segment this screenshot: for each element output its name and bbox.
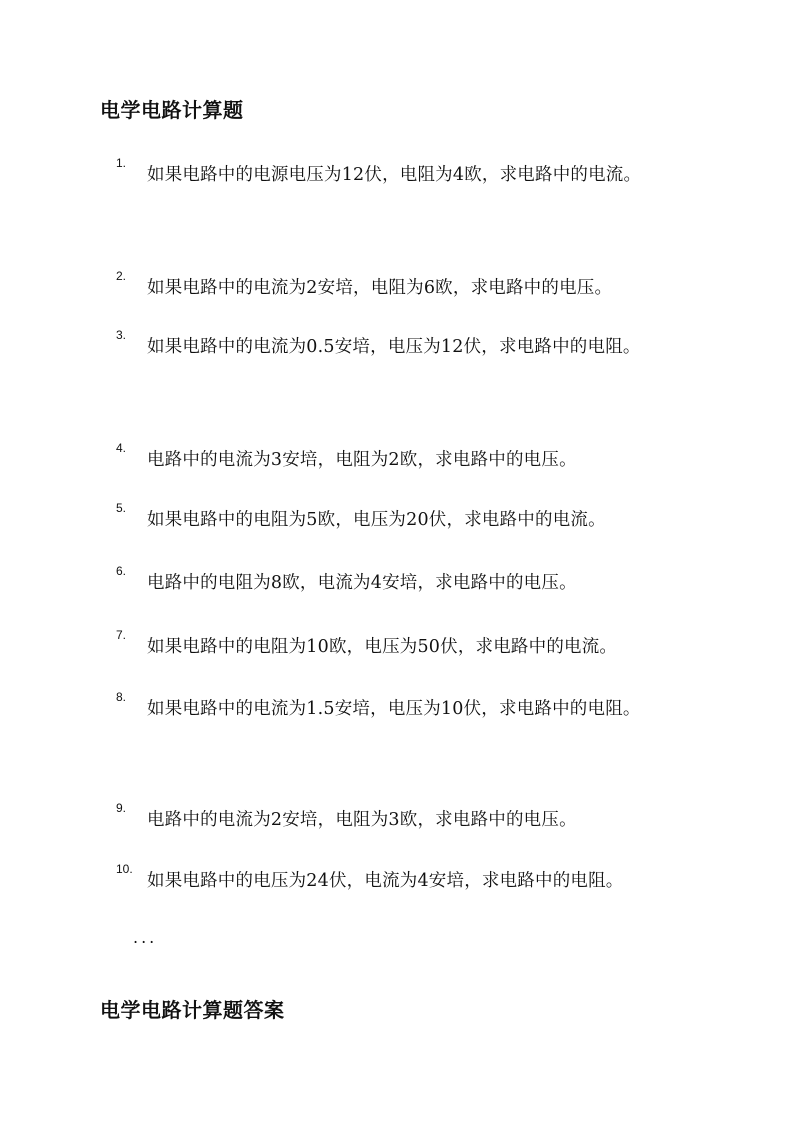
answers-title: 电学电路计算题答案 — [100, 998, 285, 1022]
question-number: 8. — [116, 690, 127, 704]
question-number: 2. — [116, 269, 127, 283]
question-text: 如果电路中的电源电压为12伏，电阻为4欧，求电路中的电流。 — [147, 165, 642, 185]
question-number: 9. — [116, 801, 127, 815]
question-text: 如果电路中的电压为24伏，电流为4安培，求电路中的电阻。 — [147, 871, 624, 891]
question-number: 10. — [116, 862, 133, 876]
question-item-1 — [0, 146, 800, 206]
question-text: 如果电路中的电阻为10欧，电压为50伏，求电路中的电流。 — [147, 637, 618, 657]
question-number: 4. — [116, 441, 127, 455]
question-text: 电路中的电流为2安培，电阻为3欧，求电路中的电压。 — [147, 810, 577, 830]
question-number: 1. — [116, 156, 127, 170]
question-item-2 — [0, 259, 800, 319]
question-item-6 — [0, 554, 800, 614]
question-item-4 — [0, 431, 800, 491]
question-item-10 — [0, 852, 800, 912]
question-text: 电路中的电流为3安培，电阻为2欧，求电路中的电压。 — [147, 450, 577, 470]
question-text: 电路中的电阻为8欧，电流为4安培，求电路中的电压。 — [147, 573, 577, 593]
question-number: 3. — [116, 328, 127, 342]
question-item-8 — [0, 680, 800, 740]
question-number: 6. — [116, 564, 127, 578]
question-text: 如果电路中的电流为0.5安培，电压为12伏，求电路中的电阻。 — [147, 337, 641, 357]
question-text: 如果电路中的电流为1.5安培，电压为10伏，求电路中的电阻。 — [147, 699, 641, 719]
question-number: 7. — [116, 628, 127, 642]
question-text: 如果电路中的电流为2安培，电阻为6欧，求电路中的电压。 — [147, 278, 613, 298]
question-item-7 — [0, 618, 800, 678]
page-title: 电学电路计算题 — [100, 98, 244, 122]
question-item-9 — [0, 791, 800, 851]
question-item-3 — [0, 318, 800, 378]
question-text: 如果电路中的电阻为5欧，电压为20伏，求电路中的电流。 — [147, 510, 606, 530]
question-number: 5. — [116, 501, 127, 515]
question-item-5 — [0, 491, 800, 551]
ellipsis: ... — [133, 928, 158, 947]
